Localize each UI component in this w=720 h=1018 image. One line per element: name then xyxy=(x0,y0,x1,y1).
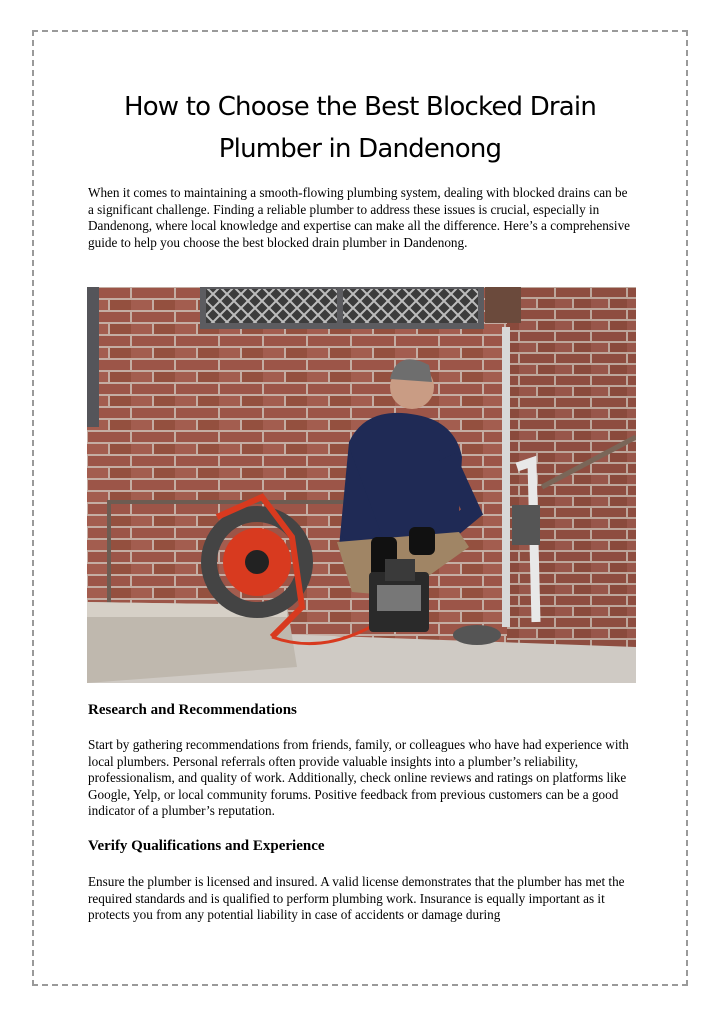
section-body: Ensure the plumber is licensed and insured. A valid license demonstrates that the plumber has met the required standards and is qualified to perform plumbing work. Insurance is equally important as it protects you from any potential liability in case of accidents or damage during xyxy=(88,874,625,922)
page-title xyxy=(60,86,660,170)
title-line-1: How to Choose the Best Blocked Drain xyxy=(123,92,597,122)
section-heading: Verify Qualifications and Experience xyxy=(88,838,325,854)
section-body: Start by gathering recommendations from friends, family, or colleagues who have had experience with local plumbers. Personal referrals often provide valuable insights into a plumber’s reliability, professionalism, and quality of work. Additionally, check online reviews and ratings on platforms like Google, Yelp, or local community forums. Positive feedback from previous customers can be a good indicator of a plumber’s reputation. xyxy=(88,737,629,818)
title-line-2: Plumber in Dandenong xyxy=(218,134,502,164)
intro-paragraph: When it comes to maintaining a smooth-flowing plumbing system, dealing with blocked drains can be a significant challenge. Finding a reliable plumber to address these issues is crucial, especially in Dandenong, where local knowledge and expertise can make all the difference. Here’s a comprehensive guide to help you choose the best blocked drain plumber in Dandenong. xyxy=(88,185,631,250)
section-heading: Research and Recommendations xyxy=(88,702,297,718)
plumber-photo xyxy=(87,287,636,683)
